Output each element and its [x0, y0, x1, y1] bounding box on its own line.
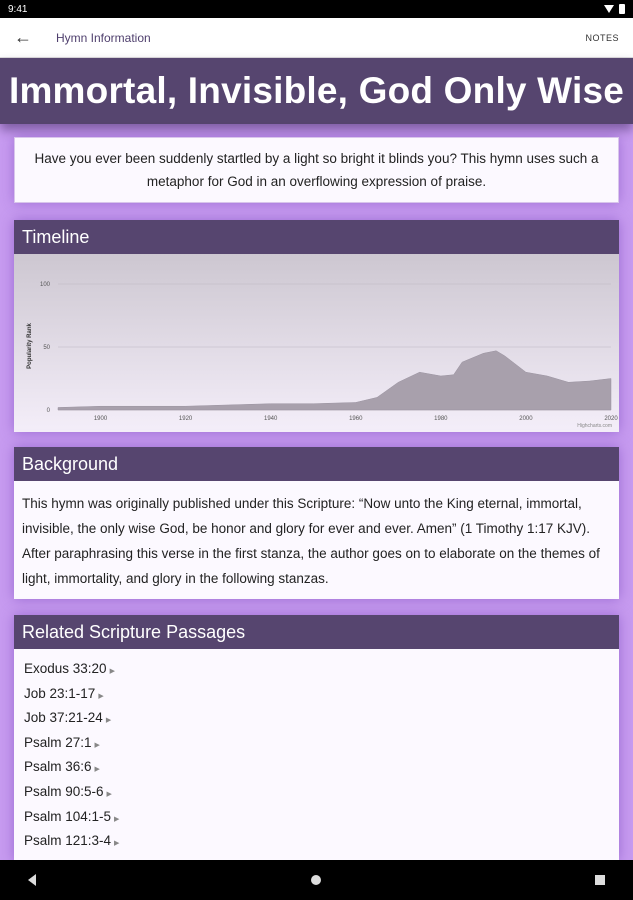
- status-icons: [604, 4, 625, 14]
- play-arrow-icon: ▶: [98, 692, 104, 700]
- status-bar: [0, 0, 633, 18]
- y-tick-label: 50: [43, 345, 50, 351]
- notes-button[interactable]: NOTES: [585, 32, 619, 43]
- x-tick-label: 1980: [434, 416, 448, 422]
- hymn-title-banner: [0, 58, 633, 124]
- passage-label: Psalm 104:1-5: [24, 808, 112, 824]
- hymn-title: Immortal, Invisible, God Only Wise: [8, 70, 625, 111]
- nav-recent-icon[interactable]: [595, 875, 605, 885]
- x-tick-label: 1940: [264, 416, 278, 422]
- passage-link[interactable]: [24, 805, 609, 830]
- status-time: 9:41: [8, 3, 28, 15]
- passage-label: Psalm 90:5-6: [24, 783, 104, 799]
- background-text: This hymn was originally published under this Scripture: “Now unto the King eternal, immortal, invisible, the only wise God, be honor and glory for ever and ever. Amen” (1 Timothy 1:17 KJV). After paraphrasing this verse in the first stanza, the author goes on to elaborate on the themes of light, immortality, and glory in the following stanzas.: [22, 496, 600, 586]
- background-card: [14, 447, 619, 599]
- intro-text: Have you ever been suddenly startled by a light so bright it blinds you? This hymn uses such a metaphor for God in an overflowing expression of praise.: [34, 151, 599, 189]
- play-arrow-icon: ▶: [94, 741, 100, 749]
- passage-link[interactable]: [24, 706, 609, 731]
- passage-label: Job 23:1-17: [24, 685, 96, 701]
- system-nav-bar: [0, 860, 633, 900]
- x-tick-label: 1900: [93, 416, 108, 422]
- timeline-chart-svg: [14, 254, 619, 432]
- play-arrow-icon: ▶: [105, 717, 112, 725]
- related-scripture-card: [14, 615, 619, 861]
- battery-icon: [619, 4, 625, 14]
- passage-label: Psalm 36:6: [24, 759, 92, 775]
- play-arrow-icon: ▶: [106, 790, 112, 798]
- y-axis-label: Popularity Rank: [27, 323, 33, 369]
- passage-link[interactable]: [24, 829, 609, 854]
- y-tick-label: 100: [39, 282, 50, 288]
- related-scripture-header: Related Scripture Passages: [14, 615, 619, 649]
- passage-link[interactable]: [24, 755, 609, 780]
- x-tick-label: 2020: [604, 416, 618, 422]
- passage-label: Job 37:21-24: [24, 710, 103, 726]
- passage-list: [14, 649, 619, 886]
- play-arrow-icon: ▶: [109, 668, 115, 675]
- wifi-icon: [604, 5, 614, 13]
- timeline-chart: [14, 254, 619, 432]
- background-header: Background: [14, 447, 619, 481]
- passage-link[interactable]: [24, 682, 609, 707]
- passage-link[interactable]: [24, 657, 609, 682]
- play-arrow-icon: ▶: [114, 815, 120, 823]
- passage-label: Psalm 121:3-4: [24, 833, 112, 849]
- play-arrow-icon: ▶: [114, 840, 120, 848]
- app-bar-title: Hymn Information: [56, 30, 151, 45]
- timeline-header: Timeline: [14, 220, 619, 254]
- chart-credit: Highcharts.com: [577, 423, 612, 429]
- passage-link[interactable]: [24, 780, 609, 805]
- intro-card: [14, 137, 619, 203]
- play-arrow-icon: ▶: [94, 766, 100, 774]
- nav-back-icon[interactable]: [28, 874, 36, 886]
- passage-label: Exodus 33:20: [24, 661, 107, 676]
- y-tick-label: 0: [46, 408, 50, 414]
- app-bar: [0, 18, 633, 58]
- back-arrow-icon[interactable]: ←: [14, 27, 32, 47]
- x-tick-label: 2000: [519, 416, 533, 422]
- passage-label: Psalm 27:1: [24, 734, 92, 750]
- nav-home-icon[interactable]: [311, 875, 321, 885]
- x-tick-label: 1920: [178, 416, 193, 422]
- x-tick-label: 1960: [349, 416, 363, 422]
- timeline-card: [14, 220, 619, 432]
- passage-link[interactable]: [24, 731, 609, 756]
